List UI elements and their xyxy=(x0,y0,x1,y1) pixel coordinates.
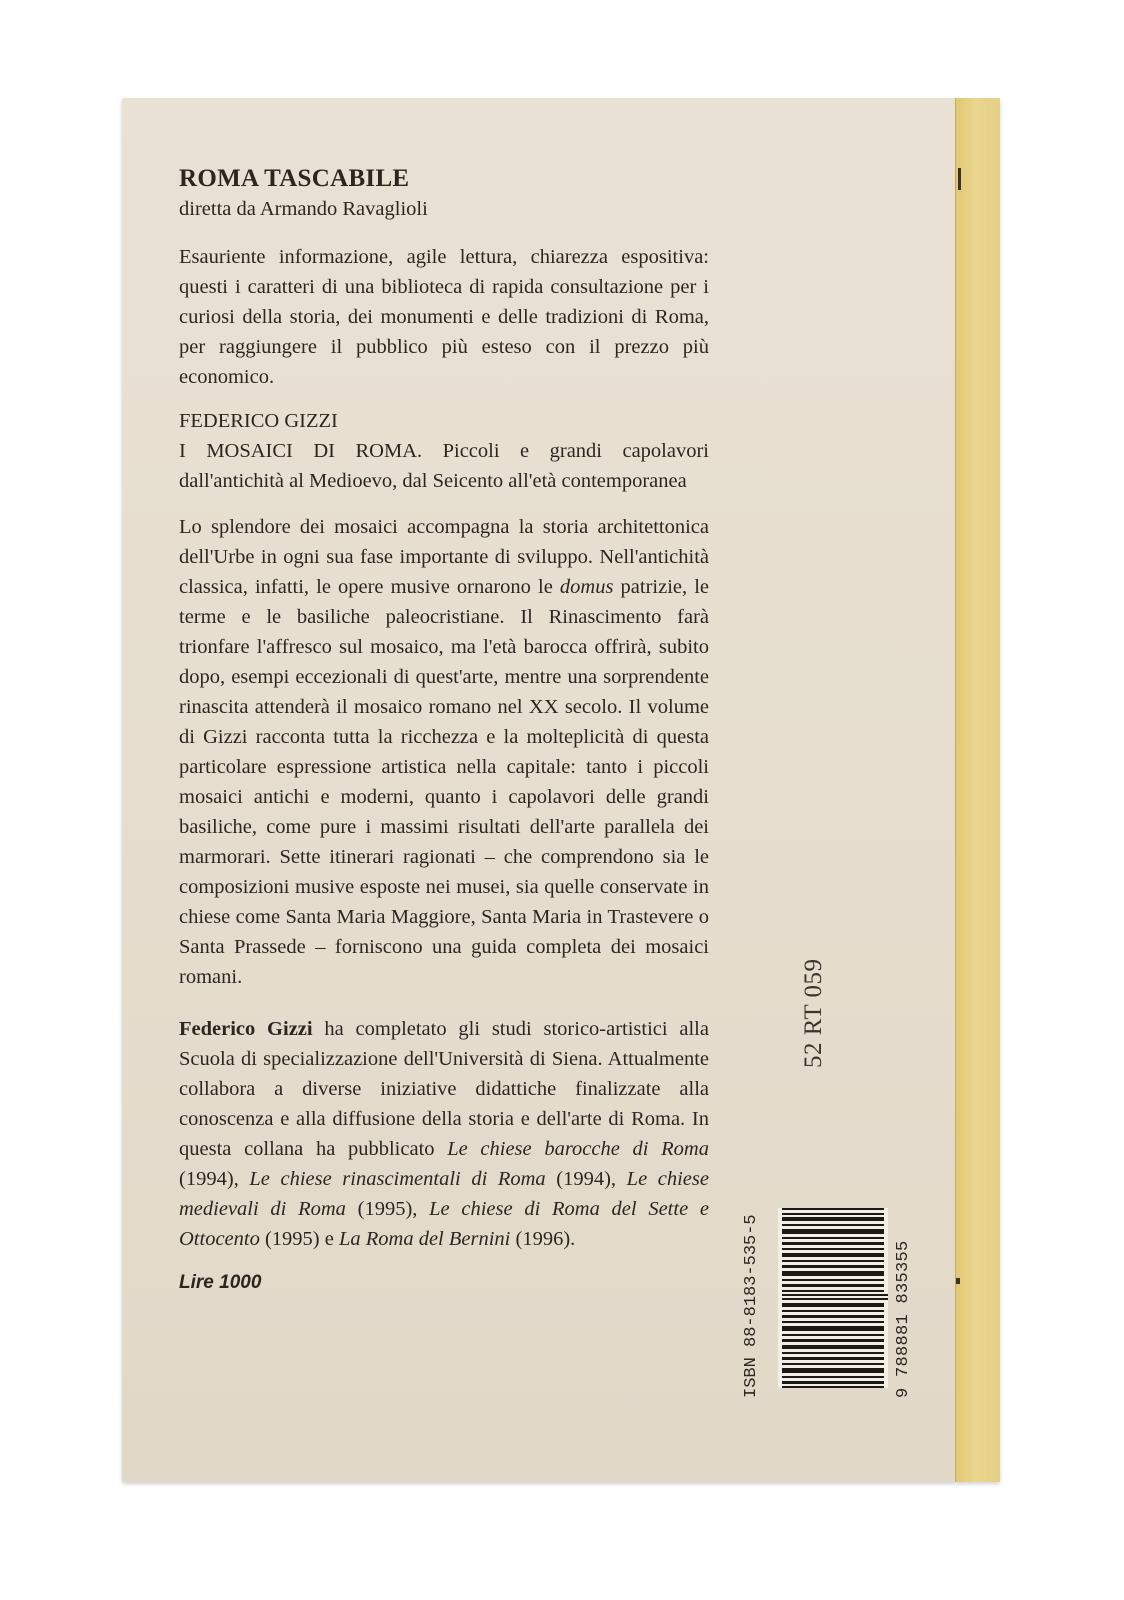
bio-work-title: La Roma del Bernini xyxy=(338,1228,511,1250)
description-part: patrizie, le terme e le basiliche paleocristiane. Il Rinascimento farà trionfare l'affresco sul mosaico, ma l'età barocca offrirà, subito dopo, esempi eccezionali di quest'arte, mentre una sorprendente rinascita attenderà il mosaico romano nel XX secolo. Il volume di Gizzi racconta tutta la ricchezza e la molteplicità di questa particolare espressione artistica nella capitale: tanto i piccoli mosaici antichi e moderni, quanto i capolavori delle grandi basiliche, come pure i massimi risultati dell'arte parallela dei marmorari. Sette itinerari ragionati – che comprendono sia le composizioni musive esposte nei musei, sia quelle conservate in chiese come Santa Maria Maggiore, Santa Maria in Trastevere o Santa Prassede – forniscono una guida completa dei mosaici romani. xyxy=(179,576,709,988)
bio-author-name: Federico Gizzi xyxy=(179,1018,313,1040)
bio-year: (1995), xyxy=(345,1198,430,1220)
bio-year: (1995) e xyxy=(259,1228,339,1250)
series-blurb: Esauriente informazione, agile lettura, chiarezza espositiva: questi i caratteri di una biblioteca di rapida consultazione per i curiosi della storia, dei monumenti e delle tradizioni di Roma, per raggiungere il pubblico più esteso con il prezzo più economico. xyxy=(179,246,709,388)
bio-year: (1994), xyxy=(179,1168,250,1190)
bio-year: (1996). xyxy=(510,1228,576,1250)
book-title: I MOSAICI DI ROMA. Piccoli e grandi capolavori dall'antichità al Medioevo, dal Seicento all'età contemporanea xyxy=(179,440,709,492)
description-part: Lo splendore dei mosaici accompagna la storia architettonica dell'Urbe in ogni sua fase importante di sviluppo. Nell'antichità classica, infatti, le opere musive ornarono le xyxy=(179,516,709,598)
bio-work-title: Le chiese di Roma del Sette e Ottocento xyxy=(179,1198,709,1250)
bio-work-title: Le chiese barocche di Roma xyxy=(447,1138,709,1160)
ean-digits: 9 788881 835355 xyxy=(894,1240,913,1398)
price-label: Lire 1000 xyxy=(179,1272,262,1293)
book-description xyxy=(179,512,709,992)
isbn-label: ISBN 88-8183-535-5 xyxy=(742,1214,761,1398)
book-info xyxy=(179,406,709,496)
book-author: FEDERICO GIZZI xyxy=(179,410,338,432)
bio-work-title: Le chiese rinascimentali di Roma xyxy=(249,1168,546,1190)
description-emphasis: domus xyxy=(559,576,614,598)
bio-work-title: Le chiese medievali di Roma xyxy=(179,1168,709,1220)
series-director: diretta da Armando Ravaglioli xyxy=(179,198,428,220)
spine-mark xyxy=(958,168,961,190)
series-title: ROMA TASCABILE xyxy=(179,165,410,192)
cover-text xyxy=(179,164,709,1254)
book-back-cover xyxy=(122,98,1000,1482)
bio-year: (1994), xyxy=(545,1168,627,1190)
book-spine xyxy=(955,98,1000,1482)
barcode-icon xyxy=(778,1208,888,1388)
catalog-code: 52 RT 059 xyxy=(800,958,827,1068)
author-bio xyxy=(179,1014,709,1254)
spine-mark xyxy=(956,1278,960,1284)
bio-text: ha completato gli studi storico-artistici alla Scuola di specializzazione dell'Università di Siena. Attualmente collabora a diverse iniziative didattiche finalizzate alla conoscenza e alla diffusione della storia e dell'arte di Roma. In questa collana ha pubblicato xyxy=(179,1018,709,1160)
